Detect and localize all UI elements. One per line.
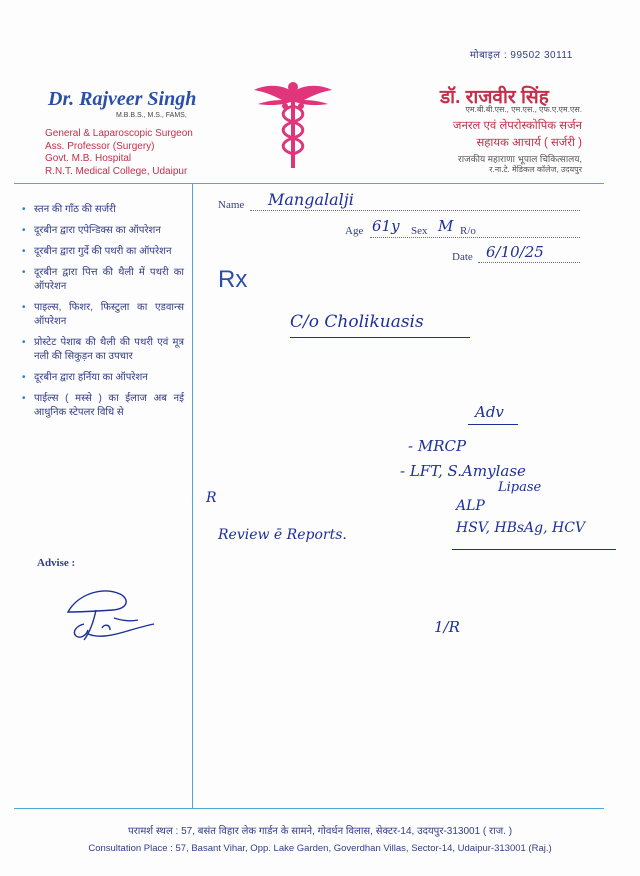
title-hindi-1: जनरल एवं लेपरोस्कोपिक सर्जन — [452, 120, 582, 132]
doctor-signature — [58, 584, 168, 654]
complaint-underline — [290, 337, 470, 338]
header-divider — [14, 183, 604, 184]
services-list — [22, 203, 184, 427]
advice-underline-2 — [452, 549, 616, 550]
patient-name: Mangalalji — [268, 190, 354, 209]
title-hindi-2: सहायक आचार्य ( सर्जरी ) — [476, 137, 582, 149]
name-line — [250, 210, 580, 211]
rx-mark: R — [206, 490, 217, 506]
date-label: Date — [452, 251, 473, 263]
footer-english: Consultation Place : 57, Basant Vihar, Opp. Lake Garden, Goverdhan Villas, Sector-14, Udaipur-313001 (Raj.) — [88, 843, 552, 854]
service-item: • दूरबीन द्वारा गुर्दे की पथरी का ऑपरेशन — [22, 245, 184, 259]
service-item: • प्रोस्टेट पेशाब की थैली की पथरी एवं मूत्र नली की सिकुड़न का उपचार — [22, 336, 184, 364]
service-item: • दूरबीन द्वारा पित्त की थैली में पथरी का ऑपरेशन — [22, 266, 184, 294]
advice-item: - MRCP — [408, 437, 467, 455]
service-item: • पाईल्स ( मस्से ) का ईलाज अब नई आधुनिक स्टेपलर विधि से — [22, 392, 184, 420]
sidebar-divider — [192, 183, 193, 808]
name-label: Name — [218, 199, 245, 211]
service-item: • दूरबीन द्वारा हर्निया का ऑपरेशन — [22, 371, 184, 385]
caduceus-icon — [252, 78, 334, 170]
designation-line: R.N.T. Medical College, Udaipur — [45, 165, 188, 177]
rx-symbol: Rx — [218, 266, 248, 293]
sex-label: Sex — [411, 225, 428, 237]
date-line — [478, 262, 580, 263]
age-line — [370, 237, 580, 238]
service-item: • स्तन की गाँठ की सर्जरी — [22, 203, 184, 217]
advice-item: HSV, HBsAg, HCV — [456, 520, 586, 536]
advice-item: - LFT, S.Amylase — [400, 462, 526, 480]
advice-item: Lipase — [498, 480, 542, 495]
footer-divider — [14, 808, 604, 809]
complaint: C/o Cholikuasis — [290, 312, 424, 332]
review-note: Review ē Reports. — [218, 527, 347, 543]
signature-initial: 1/R — [434, 618, 460, 636]
designation-line: Govt. M.B. Hospital — [45, 153, 132, 164]
footer-hindi: परामर्श स्थल : 57, बसंत विहार लेक गार्डन के सामने, गोवर्धन विलास, सेक्टर-14, उदयपुर-313001 ( राज. ) — [127, 826, 513, 837]
patient-age: 61y — [372, 217, 400, 235]
advice-heading: Adv — [475, 403, 504, 421]
doctor-name-english: Dr. Rajveer Singh — [48, 88, 197, 110]
hospital-hindi: राजकीय महाराणा भूपाल चिकित्सालय, — [458, 154, 582, 164]
ro-label: R/o — [460, 225, 476, 237]
doctor-name-hindi: डॉ. राजवीर सिंह — [440, 87, 549, 108]
advise-label: Advise : — [37, 557, 76, 569]
visit-date: 6/10/25 — [486, 243, 544, 261]
service-item: • पाइल्स, फिशर, फिस्टुला का एडवान्स ऑपरेशन — [22, 301, 184, 329]
advice-item: ALP — [456, 498, 485, 514]
designation-line: General & Laparoscopic Surgeon — [45, 128, 193, 139]
degrees-hindi: एम.बी.बी.एस., एम.एस., एफ.ए.एम.एस. — [465, 105, 582, 114]
patient-sex: M — [438, 217, 454, 235]
service-item: • दूरबीन द्वारा एपेन्डिक्स का ऑपरेशन — [22, 224, 184, 238]
mobile-number: मोबाइल : 99502 30111 — [470, 50, 573, 61]
designation-line: Ass. Professor (Surgery) — [45, 140, 155, 152]
advice-underline — [468, 424, 518, 425]
age-label: Age — [345, 225, 364, 237]
designation-english — [45, 128, 193, 178]
degrees-english: M.B.B.S., M.S., FAMS, — [116, 112, 187, 119]
college-hindi: र.ना.टे. मेडिकल कॉलेज, उदयपुर — [489, 165, 582, 174]
